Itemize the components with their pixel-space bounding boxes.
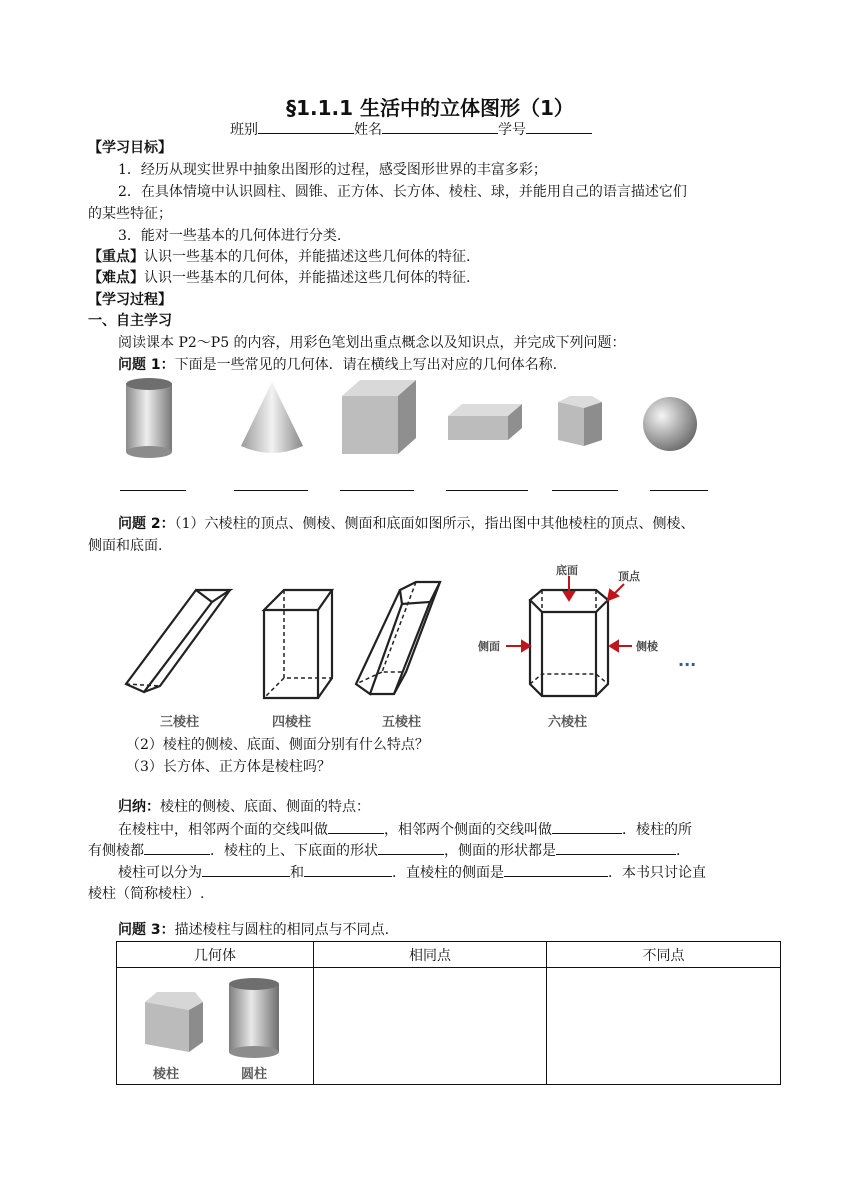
summary-blank-1[interactable] bbox=[328, 819, 384, 834]
difficulty-label: 【难点】 bbox=[88, 270, 144, 286]
prism-cylinder-figure bbox=[141, 972, 311, 1084]
name-blank bbox=[382, 119, 498, 134]
answer-blank-6[interactable] bbox=[650, 490, 708, 491]
cylinder-shape bbox=[229, 978, 279, 1058]
goal-item-2: 2．在具体情境中认识圆柱、圆锥、正方体、长方体、棱柱、球，并能用自己的语言描述它们 bbox=[118, 184, 687, 200]
summary-text-3c: ．直棱柱的侧面是 bbox=[392, 865, 504, 881]
label-pentagonal-prism: 五棱柱 bbox=[382, 715, 422, 730]
difficulty-text: 认识一些基本的几何体，并能描述这些几何体的特征. bbox=[144, 270, 471, 286]
summary-title: 棱柱的侧棱、底面、侧面的特点： bbox=[160, 799, 370, 815]
summary-blank-8[interactable] bbox=[504, 862, 608, 877]
label-cylinder: 圆柱 bbox=[241, 1067, 268, 1082]
answer-blank-4[interactable] bbox=[446, 490, 528, 491]
cube-shape bbox=[342, 380, 416, 454]
header-fields bbox=[230, 119, 592, 139]
label-hexagonal-prism: 六棱柱 bbox=[548, 715, 588, 730]
answer-blank-2[interactable] bbox=[234, 490, 308, 491]
question-3 bbox=[118, 920, 389, 940]
summary-blank-5[interactable] bbox=[556, 840, 676, 855]
question-1 bbox=[118, 355, 557, 375]
pentagonal-prism-shape bbox=[558, 396, 602, 446]
q1-shapes bbox=[100, 374, 740, 464]
annotation-vertex: 顶点 bbox=[618, 570, 640, 583]
page-title: §1.1.1 生活中的立体图形（1） bbox=[286, 96, 574, 120]
summary-blank-3[interactable] bbox=[144, 840, 210, 855]
difficulty bbox=[88, 268, 470, 288]
number-blank bbox=[526, 119, 592, 134]
summary-text-3a: 棱柱可以分为 bbox=[118, 865, 202, 881]
label-prism: 棱柱 bbox=[153, 1067, 180, 1082]
number-label: 学号 bbox=[498, 122, 526, 138]
summary-text-2d: . bbox=[676, 843, 681, 859]
table-cell-similarities[interactable] bbox=[314, 968, 547, 1085]
q3-text: 描述棱柱与圆柱的相同点与不同点. bbox=[174, 922, 390, 938]
summary-line-3 bbox=[118, 862, 706, 883]
summary-text-1a: 在棱柱中，相邻两个面的交线叫做 bbox=[118, 822, 328, 838]
question-2-part-3: （3）长方体、正方体是棱柱吗？ bbox=[126, 759, 331, 775]
question-2 bbox=[118, 514, 695, 534]
reading-instruction: 阅读课本 P2～P5 的内容，用彩色笔划出重点概念以及知识点，并完成下列问题： bbox=[118, 335, 626, 351]
summary-blank-2[interactable] bbox=[552, 819, 622, 834]
annotation-side-edge: 侧棱 bbox=[636, 640, 658, 653]
summary-blank-6[interactable] bbox=[202, 862, 290, 877]
goal-item-1: 1．经历从现实世界中抽象出图形的过程，感受图形世界的丰富多彩； bbox=[118, 162, 547, 178]
summary-line-2 bbox=[88, 840, 680, 861]
sphere-shape bbox=[643, 397, 697, 451]
key-point-label: 【重点】 bbox=[88, 249, 144, 265]
prism-figure bbox=[110, 560, 730, 732]
cuboid-shape bbox=[448, 404, 522, 440]
process-heading: 【学习过程】 bbox=[88, 292, 172, 308]
q1-label: 问题 1： bbox=[118, 357, 175, 373]
key-point bbox=[88, 247, 470, 267]
summary-text-3b: 和 bbox=[290, 865, 304, 881]
cylinder-shape bbox=[126, 378, 172, 458]
pentagonal-prism bbox=[356, 582, 440, 694]
answer-blank-1[interactable] bbox=[120, 490, 186, 491]
table-header-shape: 几何体 bbox=[117, 942, 314, 968]
summary-text-2b: ．棱柱的上、下底面的形状 bbox=[210, 843, 378, 859]
q2-label: 问题 2： bbox=[118, 516, 175, 532]
summary-line-1 bbox=[118, 819, 692, 840]
table-header-similarities: 相同点 bbox=[314, 942, 547, 968]
comparison-table bbox=[116, 941, 781, 1085]
summary-text-3d: ．本书只讨论直 bbox=[608, 865, 706, 881]
key-point-text: 认识一些基本的几何体，并能描述这些几何体的特征. bbox=[144, 249, 471, 265]
annotation-base: 底面 bbox=[556, 564, 578, 577]
table-cell-differences[interactable] bbox=[547, 968, 781, 1085]
table-cell-shapes bbox=[117, 968, 314, 1085]
q2-text: （1）六棱柱的顶点、侧棱、侧面和底面如图所示，指出图中其他棱柱的顶点、侧棱、 bbox=[174, 516, 695, 532]
summary-text-1c: ．棱柱的所 bbox=[622, 822, 692, 838]
label-triangular-prism: 三棱柱 bbox=[160, 715, 200, 730]
hexagonal-prism bbox=[530, 590, 608, 696]
triangular-prism bbox=[126, 590, 230, 692]
goal-item-3: 3．能对一些基本的几何体进行分类. bbox=[118, 228, 342, 244]
q1-text: 下面是一些常见的几何体．请在横线上写出对应的几何体名称. bbox=[174, 357, 558, 373]
question-2-cont: 侧面和底面. bbox=[88, 538, 163, 554]
summary-heading bbox=[118, 797, 370, 817]
summary-text-1b: ，相邻两个侧面的交线叫做 bbox=[384, 822, 552, 838]
answer-blank-3[interactable] bbox=[340, 490, 414, 491]
summary-label: 归纳： bbox=[118, 799, 160, 815]
summary-blank-4[interactable] bbox=[378, 840, 444, 855]
goals-heading: 【学习目标】 bbox=[88, 140, 172, 156]
name-label: 姓名 bbox=[354, 122, 382, 138]
summary-blank-7[interactable] bbox=[304, 862, 392, 877]
class-blank bbox=[258, 119, 354, 134]
cone-shape bbox=[241, 382, 303, 453]
summary-line-4: 棱柱（简称棱柱）. bbox=[88, 886, 205, 902]
quadrilateral-prism bbox=[264, 590, 332, 698]
table-header-differences: 不同点 bbox=[547, 942, 781, 968]
annotation-ellipsis: ··· bbox=[678, 655, 697, 674]
class-label: 班别 bbox=[230, 122, 258, 138]
label-quadrilateral-prism: 四棱柱 bbox=[272, 715, 312, 730]
answer-blank-5[interactable] bbox=[552, 490, 618, 491]
annotation-side-face: 侧面 bbox=[478, 640, 500, 653]
summary-text-2c: ，侧面的形状都是 bbox=[444, 843, 556, 859]
section-1-heading: 一、自主学习 bbox=[88, 313, 172, 329]
question-2-part-2: （2）棱柱的侧棱、底面、侧面分别有什么特点？ bbox=[126, 737, 429, 753]
goal-item-2-cont: 的某些特征； bbox=[88, 206, 172, 222]
annotation-arrows bbox=[506, 576, 632, 651]
prism-shape bbox=[145, 992, 203, 1052]
q3-label: 问题 3： bbox=[118, 922, 175, 938]
summary-text-2a: 有侧棱都 bbox=[88, 843, 144, 859]
